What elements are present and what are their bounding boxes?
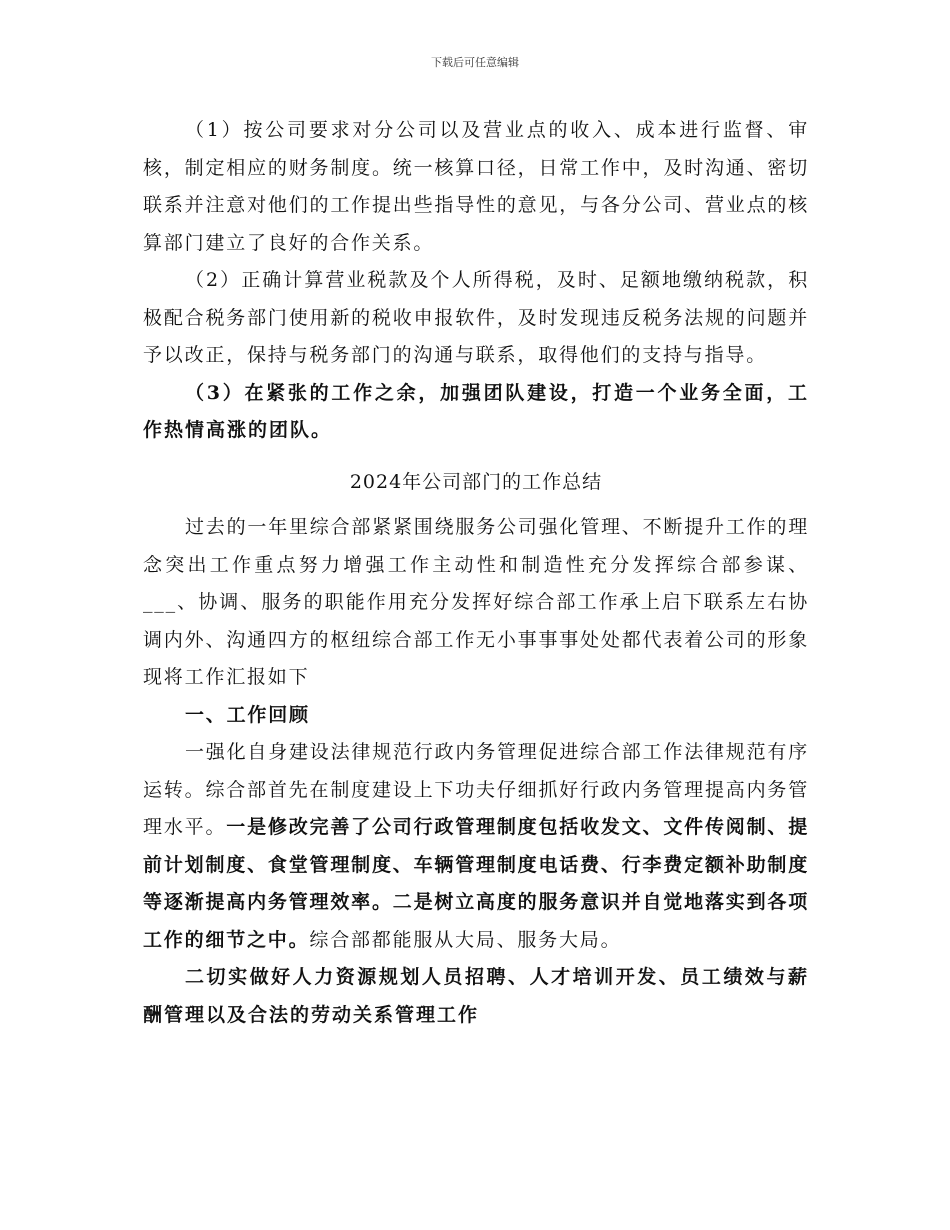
paragraph-3-bold: （3）在紧张的工作之余，加强团队建设，打造一个业务全面，工作热情高涨的团队。 — [143, 381, 809, 441]
paragraph-5-part-a: 一强化自身建设法律规范行政内务管理促进综合部工作法律规范有序运转。综合部首先在制度建设上下功夫仔细抓好行政内务管理提高内务管理水平。 — [143, 741, 810, 838]
document-body — [143, 112, 809, 1034]
paragraph-6-bold: 二切实做好人力资源规划人员招聘、人才培训开发、员工绩效与薪酬管理以及合法的劳动关系管理工作 — [143, 966, 809, 1026]
section-title: 2024年公司部门的工作总结 — [349, 470, 603, 493]
paragraph-1: （1）按公司要求对分公司以及营业点的收入、成本进行监督、审核，制定相应的财务制度。统一核算口径，日常工作中，及时沟通、密切联系并注意对他们的工作提出些指导性的意见，与各分公司、营业点的核算部门建立了良好的合作关系。 — [143, 119, 809, 254]
paragraph-5-part-c: 综合部都能服从大局、服务大局。 — [309, 928, 622, 951]
page-header: 下载后可任意编辑 — [431, 56, 519, 69]
paragraph-2: （2）正确计算营业税款及个人所得税，及时、足额地缴纳税款，积极配合税务部门使用新的税收申报软件，及时发现违反税务法规的问题并予以改正，保持与税务部门的沟通与联系，取得他们的支持与指导。 — [143, 269, 809, 366]
paragraph-4: 过去的一年里综合部紧紧围绕服务公司强化管理、不断提升工作的理念突出工作重点努力增强工作主动性和制造性充分发挥综合部参谋、___、协调、服务的职能作用充分发挥好综合部工作承上启下联系左右协调内外、沟通四方的枢纽综合部工作无小事事事处处都代表着公司的形象现将工作汇报如下 — [143, 516, 810, 688]
paragraph-5-bold-part: 一是修改完善了公司行政管理制度包括收发文、文件传阅制、提前计划制度、食堂管理制度、车辆管理制度电话费、行李费定额补助制度等逐渐提高内务管理效率。二是树立高度的服务意识并自觉地落实到各项工作的细节之中。 — [143, 816, 810, 951]
heading-work-review: 一、工作回顾 — [185, 703, 310, 726]
paragraph-5 — [143, 734, 809, 959]
